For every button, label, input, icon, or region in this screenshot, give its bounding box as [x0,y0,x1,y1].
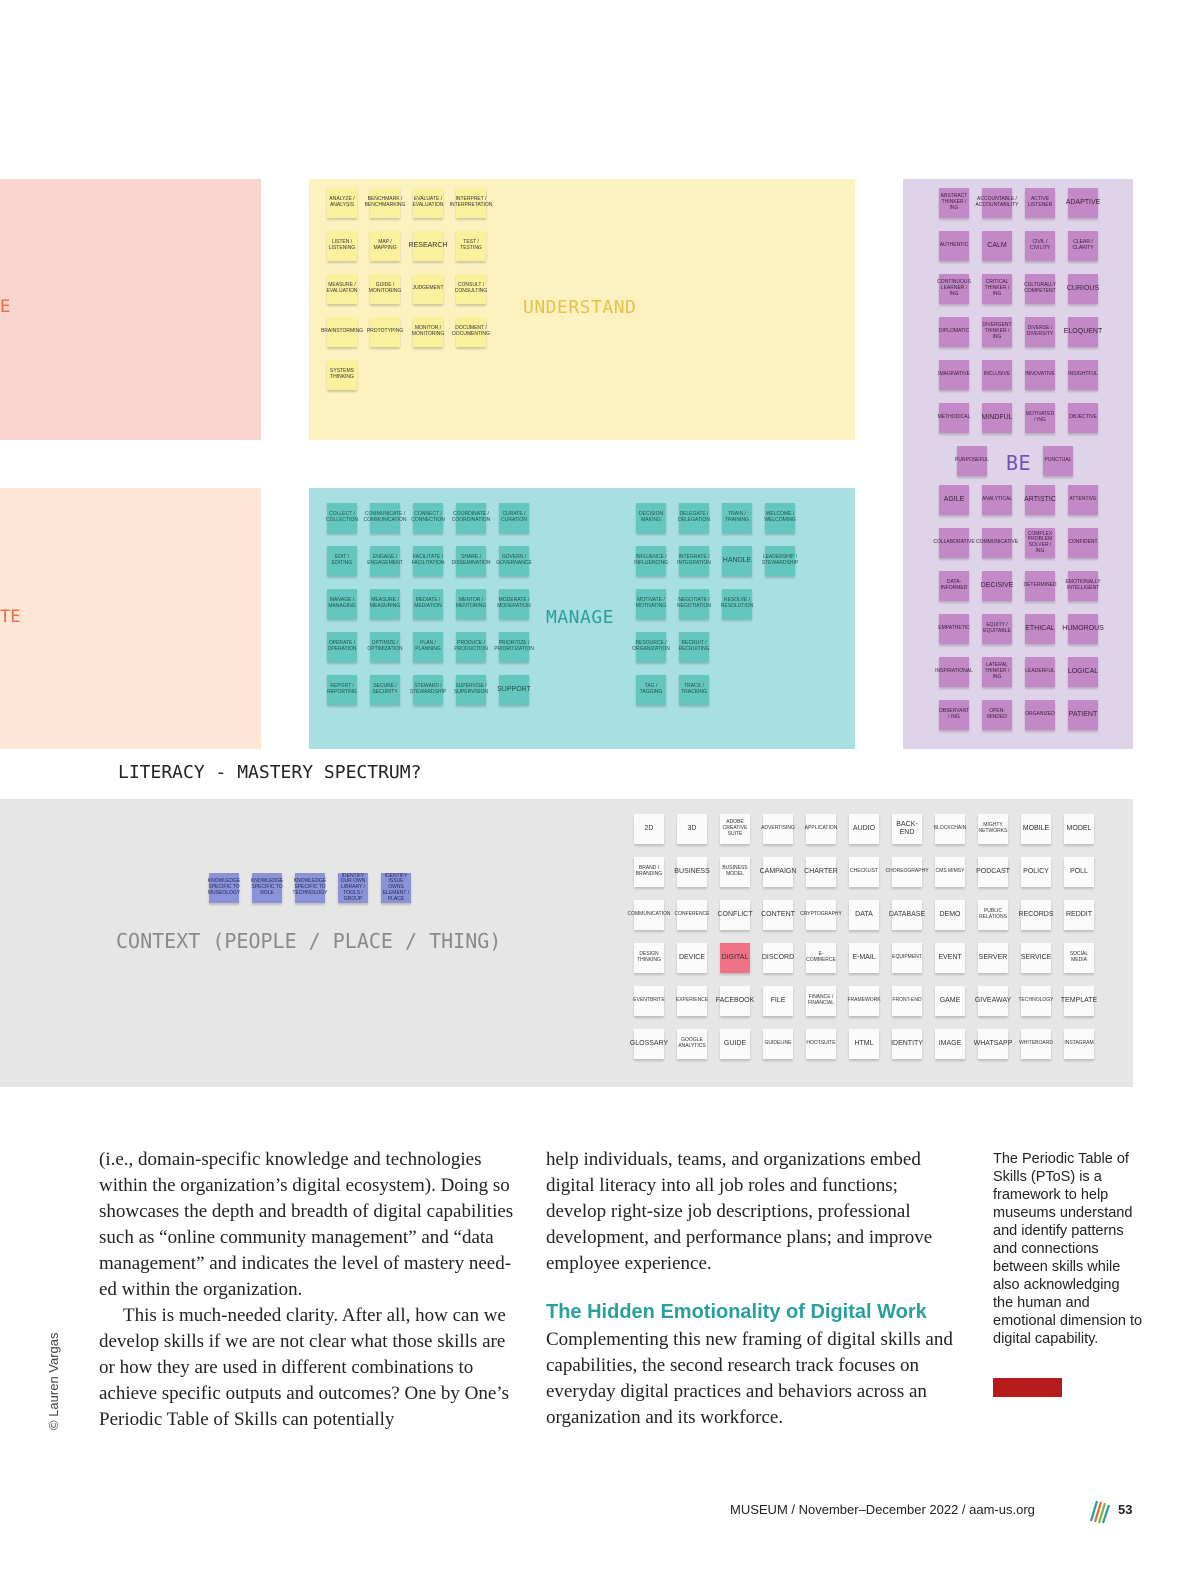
sticky-note: DEMO [935,900,965,930]
sticky-note: CONNECT / CONNECTION [413,503,443,533]
sticky-note: SUPERVISE / SUPERVISION [456,675,486,705]
sticky-note: CONFERENCE [677,900,707,930]
be-title: BE [1006,451,1032,475]
sticky-note: SYSTEMS THINKING [327,360,357,390]
sticky-note: MEDIATE / MEDIATION [413,589,443,619]
sticky-note: DATA-INFORMED [939,571,969,601]
sticky-note: COMMUNICATE / COMMUNICATION [370,503,400,533]
sticky-note: ETHICAL [1025,614,1055,644]
sticky-note: MEASURE / MEASURING [370,589,400,619]
sticky-note: ARTISTIC [1025,485,1055,515]
sticky-note: CRYPTOGRAPHY [806,900,836,930]
sticky-note: INSTAGRAM [1064,1029,1094,1059]
sticky-note: COORDINATE / COORDINATION [456,503,486,533]
sticky-note: BRAND / BRANDING [634,857,664,887]
sticky-note: JUDGEMENT [413,274,443,304]
sticky-note: GUIDE [720,1029,750,1059]
sticky-note: ACCOUNTABLE / ACCOUNTABILITY [982,188,1012,218]
article-column-1 [99,1147,519,1433]
sticky-note: PUNCTUAL [1043,446,1073,476]
sticky-note: DETERMINED [1025,571,1055,601]
photo-credit: © Lauren Vargas [46,1332,61,1430]
sticky-note: GLOSSARY [634,1029,664,1059]
sticky-note: BUSINESS [677,857,707,887]
sticky-note: 3D [677,814,707,844]
sticky-note: GOOGLE ANALYTICS [677,1029,707,1059]
accent-bar [993,1378,1062,1397]
sticky-note: LATERAL THINKER / ING [982,657,1012,687]
sticky-note: GUIDE / MONITORING [370,274,400,304]
sticky-note: TECHNOLOGY [1021,986,1051,1016]
sticky-note: LEADERFUL [1025,657,1055,687]
sticky-note: SUPPORT [499,675,529,705]
sticky-note: COMPLEX PROBLEM SOLVER / ING [1025,528,1055,558]
sticky-note: EVENT [935,943,965,973]
sticky-note: DECISION MAKING [636,503,666,533]
sticky-note: HUMOROUS [1068,614,1098,644]
sticky-note: CALM [982,231,1012,261]
sticky-note: INCLUSIVE [982,360,1012,390]
edge-label-bottom: TE [0,607,21,627]
sticky-note: ACTIVE LISTENER [1025,188,1055,218]
sticky-note: FACEBOOK [720,986,750,1016]
sticky-note: KNOWLEDGE SPECIFIC TO MUSEOLOGY [209,873,239,903]
sticky-note: DIVERGENT THINKER / ING [982,317,1012,347]
sticky-note: MODEL [1064,814,1094,844]
sticky-note: DATABASE [892,900,922,930]
sticky-note: PLAN / PLANNING [413,632,443,662]
sticky-note: IMAGE [935,1029,965,1059]
sticky-note: INTEGRATE / INTEGRATION [679,546,709,576]
sticky-note: RESOLVE / RESOLUTION [722,589,752,619]
page-number: 53 [1118,1502,1133,1517]
footer-text: MUSEUM / November–December 2022 / aam-us.org [730,1502,1035,1517]
sticky-note: INNOVATIVE [1025,360,1055,390]
sticky-note: SECURE / SECURITY [370,675,400,705]
sticky-note: OBJECTIVE [1068,403,1098,433]
sticky-note: GOVERN / GOVERNANCE [499,546,529,576]
edge-label-top: E [0,297,11,317]
sticky-note: LEADERSHIP / STEWARDSHIP [765,546,795,576]
context-label: CONTEXT (PEOPLE / PLACE / THING) [116,929,502,953]
sticky-note: IMAGINATIVE [939,360,969,390]
sticky-note: EMOTIONALLY INTELLIGENT [1068,571,1098,601]
sticky-note: NEGOTIATE / NEGOTIATION [679,589,709,619]
sticky-note: DIGITAL [720,943,750,973]
sticky-note: CHECKLIST [849,857,879,887]
zone-pink [0,179,261,440]
sticky-note: POLL [1064,857,1094,887]
sticky-note: COLLABORATIVE [939,528,969,558]
sticky-note: MOTIVATED / ING [1025,403,1055,433]
sticky-note: LISTEN / LISTENING [327,231,357,261]
sticky-note: SOCIAL MEDIA [1064,943,1094,973]
sticky-note: PUBLIC RELATIONS [978,900,1008,930]
sticky-note: ADOBE CREATIVE SUITE [720,814,750,844]
article-paragraph: Complementing this new framing of digital skills and capabilities, the second research track focuses on everyday digital practices and behaviors across an organization and its workforce. [546,1329,953,1428]
sticky-note: EMPATHETIC [939,614,969,644]
sticky-note: FACILITATE / FACILITATION [413,546,443,576]
sticky-note: REPORT / REPORTING [327,675,357,705]
sticky-note: CONTINUOUS LEARNER / ING [939,274,969,304]
sticky-note: MODERATE / MODERATION [499,589,529,619]
sticky-note: DATA [849,900,879,930]
sticky-note: FRONT-END [892,986,922,1016]
sticky-note: POLICY [1021,857,1051,887]
sticky-note: CONFIDENT [1068,528,1098,558]
sticky-note: MOTIVATE / MOTIVATING [636,589,666,619]
sticky-note: DELEGATE / DELEGATION [679,503,709,533]
sticky-note: ANALYTICAL [982,485,1012,515]
sticky-note: COMMUNICATION [634,900,664,930]
sticky-note: CULTURALLY COMPETENT [1025,274,1055,304]
sticky-note: MOBILE [1021,814,1051,844]
sticky-note: E-MAIL [849,943,879,973]
sticky-note: DESIGN THINKING [634,943,664,973]
spectrum-label: LITERACY - MASTERY SPECTRUM? [118,762,422,783]
sticky-note: SERVER [978,943,1008,973]
sticky-note: DECISIVE [982,571,1012,601]
sticky-note: LOGICAL [1068,657,1098,687]
sticky-note: CONTENT [763,900,793,930]
sticky-note: PURPOSEFUL [957,446,987,476]
sticky-note: INFLUENCE / INFLUENCING [636,546,666,576]
sticky-note: AGILE [939,485,969,515]
sticky-note: PROTOTYPING [370,317,400,347]
sticky-note: EXPERIENCE [677,986,707,1016]
article-column-2 [546,1147,961,1431]
sticky-note: COLLECT / COLLECTION [327,503,357,533]
sticky-note: BENCHMARK / BENCHMARKING [370,188,400,218]
sticky-note: PATIENT [1068,700,1098,730]
sticky-note: RECRUIT / RECRUITING [679,632,709,662]
sticky-note: GAME [935,986,965,1016]
sticky-note: DISCORD [763,943,793,973]
sticky-note: MAP / MAPPING [370,231,400,261]
sticky-note: CONSULT / CONSULTING [456,274,486,304]
article-paragraph: help individuals, teams, and organizations embed digital literacy into all job roles and functions; develop right-size job descriptions, professional development, and performance plans; and improve employee experience. [546,1149,933,1274]
sticky-note: INSIGHTFUL [1068,360,1098,390]
sticky-note: KNOWLEDGE SPECIFIC TO TECHNOLOGY [295,873,325,903]
sticky-note: BRAINSTORMING [327,317,357,347]
sticky-note: OPERATE / OPERATION [327,632,357,662]
sticky-note: RECORDS [1021,900,1051,930]
sticky-note: CURIOUS [1068,274,1098,304]
sticky-note: PRODUCE / PRODUCTION [456,632,486,662]
sticky-note: INTERPRET / INTERPRETATION [456,188,486,218]
sticky-note: ENGAGE / ENGAGEMENT [370,546,400,576]
sticky-note: HTML [849,1029,879,1059]
sticky-note: OBSERVANT / ING [939,700,969,730]
sticky-note: DEVICE [677,943,707,973]
sticky-note: HANDLE [722,546,752,576]
article-paragraph: (i.e., domain-specific knowledge and technologies within the organization’s digital ecosystem). Doing so showcases the depth and breadth of digital capabilities such as “online community management” and “data management” and indicates the level of mastery need-ed within the organization. [99,1149,514,1300]
sticky-note: PRIORITIZE / PRIORITIZATION [499,632,529,662]
sticky-note: TRACK / TRACKING [679,675,709,705]
sticky-note: BLOCKCHAIN [935,814,965,844]
article-paragraph: This is much-needed clarity. After all, how can we develop skills if we are not clear what those skills are or how they are used in different combinations to achieve specific outputs and outcomes? One by One’s Periodic Table of Skills can potentially [99,1305,509,1430]
sticky-note: DIVERSE / DIVERSITY [1025,317,1055,347]
sticky-note: MANAGE / MANAGING [327,589,357,619]
sticky-note: 2D [634,814,664,844]
sticky-note: EQUIPMENT [892,943,922,973]
sticky-note: CRITICAL THINKER / ING [982,274,1012,304]
sticky-note: E-COMMERCE [806,943,836,973]
understand-title: UNDERSTAND [523,297,637,318]
sticky-note: RESOURCE / ORGANIZATION [636,632,666,662]
sticky-note: APPLICATION [806,814,836,844]
sticky-note: IDENTITY [892,1029,922,1059]
sticky-note: KNOWLEDGE SPECIFIC TO ROLE [252,873,282,903]
sticky-note: CIVIL / CIVILITY [1025,231,1055,261]
sticky-note: ELOQUENT [1068,317,1098,347]
sticky-note: FINANCE / FINANCIAL [806,986,836,1016]
sticky-note: WHITEBOARD [1021,1029,1051,1059]
sticky-note: OPTIMIZE / OPTIMIZATION [370,632,400,662]
sticky-note: CHARTER [806,857,836,887]
sticky-note: FRAMEWORK [849,986,879,1016]
sticky-note: AUDIO [849,814,879,844]
sticky-note: EDIT / EDITING [327,546,357,576]
sticky-note: BACK-END [892,814,922,844]
sticky-note: GUIDELINE [763,1029,793,1059]
sticky-note: CLEAR / CLARITY [1068,231,1098,261]
sticky-note: EQUITY / EQUITABLE [982,614,1012,644]
sticky-note: ANALYZE / ANALYSIS [327,188,357,218]
sticky-note: DIPLOMATIC [939,317,969,347]
sticky-note: CMS MIMSY [935,857,965,887]
section-heading: The Hidden Emotionality of Digital Work [546,1301,927,1323]
sticky-note: PODCAST [978,857,1008,887]
sticky-note: STEWARD / STEWARDSHIP [413,675,443,705]
aam-logo-icon [1087,1497,1111,1525]
sticky-note: FILE [763,986,793,1016]
sticky-note: COMMUNICATIVE [982,528,1012,558]
sticky-note: DOCUMENT / DOCUMENTING [456,317,486,347]
sticky-note: GIVEAWAY [978,986,1008,1016]
sticky-note: MENTOR / MENTORING [456,589,486,619]
sticky-note: CHOREOGRAPHY [892,857,922,887]
sticky-note: EVALUATE / EVALUATION [413,188,443,218]
sticky-note: SHARE / DISSEMINATION [456,546,486,576]
sticky-note: REDDIT [1064,900,1094,930]
sticky-note: AUTHENTIC [939,231,969,261]
sticky-note: ADAPTIVE [1068,188,1098,218]
sticky-note: TAG / TAGGING [636,675,666,705]
sticky-note: TEMPLATE [1064,986,1094,1016]
sidebar-caption: The Periodic Table of Skills (PToS) is a framework to help museums understand and identify patterns and connections between skills while also acknowledging the human and emotional dimension to digital capability. [993,1151,1143,1347]
manage-title: MANAGE [546,607,615,628]
zone-peach [0,488,261,749]
sticky-note: WHATSAPP [978,1029,1008,1059]
sticky-note: MEASURE / EVALUATION [327,274,357,304]
sticky-note: WELCOME / WELCOMING [765,503,795,533]
sticky-note: METHODICAL [939,403,969,433]
sticky-note: IDENTIFY OUR OWN LIBRARY / TOOLS / GROUP [338,873,368,903]
sticky-note: TRAIN / TRAINING [722,503,752,533]
sticky-note: ADVERTISING [763,814,793,844]
sticky-note: CURATE / CURATION [499,503,529,533]
sticky-note: EVENTBRITE [634,986,664,1016]
sticky-note: BUSINESS MODEL [720,857,750,887]
sticky-note: CONFLICT [720,900,750,930]
sticky-note: MONITOR / MONITORING [413,317,443,347]
sticky-note: MIGHTY NETWORKS [978,814,1008,844]
sticky-note: IDENTIFY ISSUE OWNS ELEMENT / PLACE [382,872,410,902]
sticky-note: OPEN-MINDED [982,700,1012,730]
sticky-note: CAMPAIGN [763,857,793,887]
sticky-note: INSPIRATIONAL [939,657,969,687]
sticky-note: MINDFUL [982,403,1012,433]
sticky-note: ORGANIZED [1025,700,1055,730]
sticky-note: HOOTSUITE [806,1029,836,1059]
sticky-note: SERVICE [1021,943,1051,973]
sticky-note: ABSTRACT THINKER / ING [939,188,969,218]
sticky-note: TEST / TESTING [456,231,486,261]
sticky-note: RESEARCH [413,231,443,261]
sticky-note: ATTENTIVE [1068,485,1098,515]
